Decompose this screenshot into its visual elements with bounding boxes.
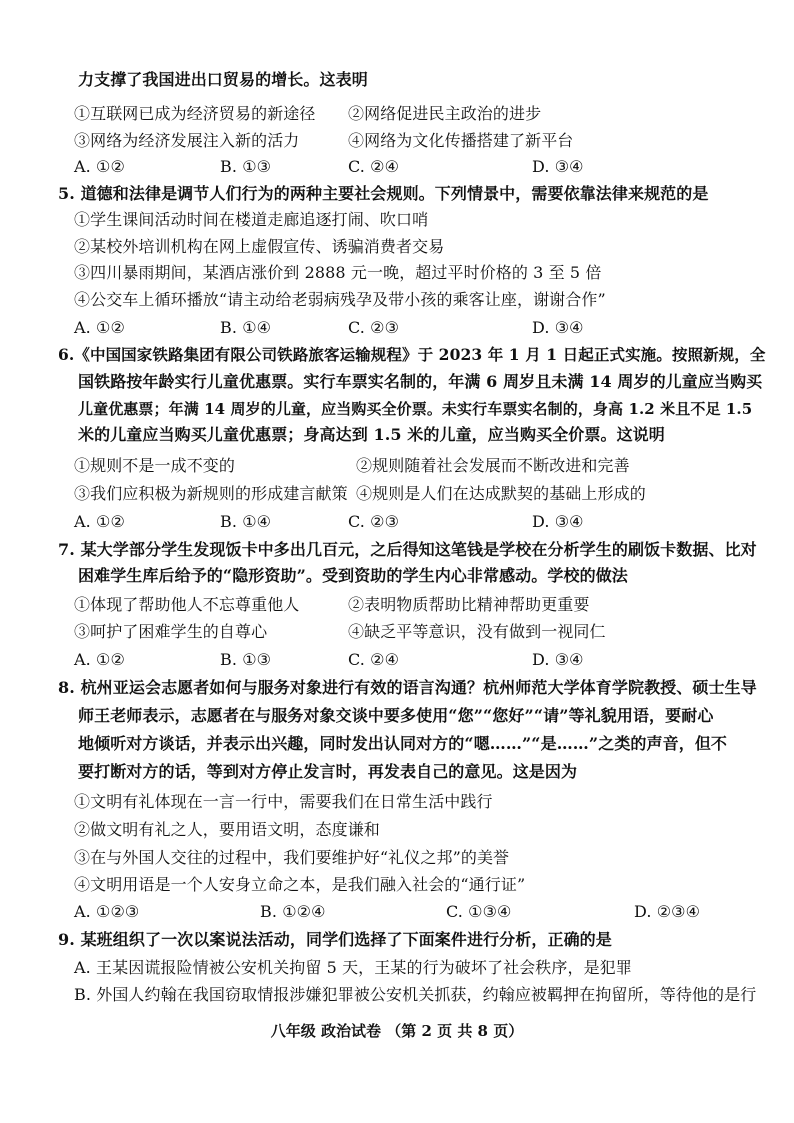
q5-option-4: ④公交车上循环播放“请主动给老弱病残孕及带小孩的乘客让座，谢谢合作” — [74, 290, 606, 309]
question-4-continuation: 力支撑了我国进出口贸易的增长。这表明 — [78, 70, 368, 89]
q4-answer-d: D. ③④ — [532, 157, 584, 176]
q6-option-2: ②规则随着社会发展而不断改进和完善 — [356, 456, 630, 475]
q4-option-4: ④网络为文化传播搭建了新平台 — [348, 131, 574, 150]
q8-option-3: ③在与外国人交往的过程中，我们要维护好“礼仪之邦”的美誉 — [74, 848, 510, 867]
q7-answer-b: B. ①③ — [220, 650, 272, 669]
q5-answer-c: C. ②③ — [348, 318, 400, 337]
q7-option-3: ③呵护了困难学生的自尊心 — [74, 622, 268, 641]
q8-option-4: ④文明用语是一个人安身立命之本，是我们融入社会的“通行证” — [74, 875, 526, 894]
question-8-stem-line-2: 师王老师表示，志愿者在与服务对象交谈中要多使用“您”“您好”“请”等礼貌用语，要耐心 — [78, 706, 714, 725]
question-8-stem-line-3: 地倾听对方谈话，并表示出兴趣，同时发出认同对方的“嗯……”“是……”之类的声音，但不 — [78, 734, 728, 753]
q8-answer-b: B. ①②④ — [260, 902, 326, 921]
q9-option-b: B. 外国人约翰在我国窃取情报涉嫌犯罪被公安机关抓获，约翰应被羁押在拘留所，等待他的是行 — [74, 985, 757, 1004]
q7-option-1: ①体现了帮助他人不忘尊重他人 — [74, 595, 300, 614]
page-footer: 八年级 政治试卷 （第 2 页 共 8 页） — [270, 1022, 524, 1040]
q4-option-1: ①互联网已成为经济贸易的新途径 — [74, 104, 316, 123]
question-8-stem-line-1: 8. 杭州亚运会志愿者如何与服务对象进行有效的语言沟通？杭州师范大学体育学院教授、硕士生导 — [58, 678, 757, 697]
q5-answer-d: D. ③④ — [532, 318, 584, 337]
q6-answer-d: D. ③④ — [532, 512, 584, 531]
question-7-stem-line-2: 困难学生库后给予的“隐形资助”。受到资助的学生内心非常感动。学校的做法 — [78, 566, 628, 585]
q6-option-4: ④规则是人们在达成默契的基础上形成的 — [356, 484, 646, 503]
q7-answer-c: C. ②④ — [348, 650, 400, 669]
q9-option-a: A. 王某因谎报险情被公安机关拘留 5 天，王某的行为破坏了社会秩序，是犯罪 — [74, 958, 632, 977]
q4-answer-c: C. ②④ — [348, 157, 400, 176]
q4-option-3: ③网络为经济发展注入新的活力 — [74, 131, 300, 150]
q6-option-3: ③我们应积极为新规则的形成建言献策 — [74, 484, 348, 503]
q8-answer-d: D. ②③④ — [634, 902, 701, 921]
question-9-stem: 9. 某班组织了一次以案说法活动，同学们选择了下面案件进行分析，正确的是 — [58, 930, 612, 949]
q7-answer-a: A. ①② — [74, 650, 125, 669]
q7-answer-d: D. ③④ — [532, 650, 584, 669]
q5-option-1: ①学生课间活动时间在楼道走廊追逐打闹、吹口哨 — [74, 210, 429, 229]
q5-option-3: ③四川暴雨期间，某酒店涨价到 2888 元一晚，超过平时价格的 3 至 5 倍 — [74, 263, 602, 282]
q8-option-2: ②做文明有礼之人，要用语文明，态度谦和 — [74, 820, 380, 839]
q4-answer-b: B. ①③ — [220, 157, 272, 176]
question-6-stem-line-3: 儿童优惠票；年满 14 周岁的儿童，应当购买全价票。未实行车票实名制的，身高 1.2 米且不足 1.5 — [78, 400, 753, 418]
q7-option-4: ④缺乏平等意识，没有做到一视同仁 — [348, 622, 606, 641]
q8-option-1: ①文明有礼体现在一言一行中，需要我们在日常生活中践行 — [74, 792, 493, 811]
question-6-stem-line-4: 米的儿童应当购买儿童优惠票；身高达到 1.5 米的儿童，应当购买全价票。这说明 — [78, 425, 665, 444]
q4-answer-a: A. ①② — [74, 157, 125, 176]
question-6-stem-line-2: 国铁路按年龄实行儿童优惠票。实行车票实名制的，年满 6 周岁且未满 14 周岁的儿童应当购买 — [78, 372, 763, 391]
q5-answer-a: A. ①② — [74, 318, 125, 337]
q6-answer-c: C. ②③ — [348, 512, 400, 531]
q8-answer-c: C. ①③④ — [446, 902, 512, 921]
question-8-stem-line-4: 要打断对方的话，等到对方停止发言时，再发表自己的意见。这是因为 — [78, 762, 578, 781]
q8-answer-a: A. ①②③ — [74, 902, 140, 921]
q4-option-2: ②网络促进民主政治的进步 — [348, 104, 542, 123]
q7-option-2: ②表明物质帮助比精神帮助更重要 — [348, 595, 590, 614]
q5-option-2: ②某校外培训机构在网上虚假宣传、诱骗消费者交易 — [74, 237, 445, 256]
question-5-stem: 5. 道德和法律是调节人们行为的两种主要社会规则。下列情景中，需要依靠法律来规范的是 — [58, 184, 709, 203]
question-7-stem-line-1: 7. 某大学部分学生发现饭卡中多出几百元，之后得知这笔钱是学校在分析学生的刷饭卡数据、比对 — [58, 540, 757, 559]
q6-answer-a: A. ①② — [74, 512, 125, 531]
q5-answer-b: B. ①④ — [220, 318, 272, 337]
q6-answer-b: B. ①④ — [220, 512, 272, 531]
q6-option-1: ①规则不是一成不变的 — [74, 456, 236, 475]
question-6-stem-line-1: 6.《中国国家铁路集团有限公司铁路旅客运输规程》于 2023 年 1 月 1 日起正式实施。按照新规，全 — [58, 345, 766, 364]
